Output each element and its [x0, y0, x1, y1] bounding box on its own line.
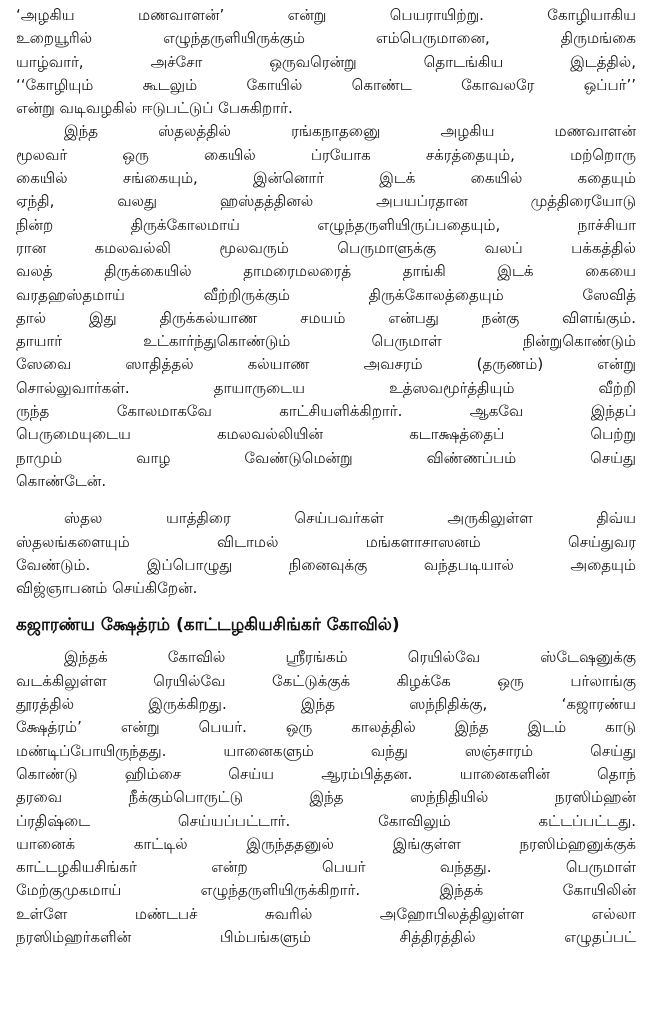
text-line: தூரத்தில் இருக்கிறது. இந்த ஸந்நிதிக்கு, ‘கஜாரண்ய — [16, 695, 636, 714]
text-line: ஸ்தல யாத்திரை செய்பவர்கள் அருகிலுள்ள திவ்ய — [64, 509, 636, 528]
text-line: ருந்த கோலமாகவே காட்சியளிக்கிறார். ஆகவே இந்தப் — [16, 402, 636, 421]
text-line: தால் இது திருக்கல்யாண சமயம் என்பது நன்கு விளங்கும். — [16, 308, 636, 327]
text-line: பெருமையுடைய கமலவல்லியின் கடாக்ஷத்தைப் பெற்று — [16, 425, 636, 444]
paragraph — [16, 4, 636, 120]
text-line: ரான கமலவல்லி மூலவரும் பெருமாளுக்கு வலப் பக்கத்தில் — [16, 238, 636, 257]
text-line: இந்தக் கோவில் ஸ்ரீரங்கம் ரெயில்வே ஸ்டேஷனுக்கு — [64, 648, 636, 667]
text-line: கொண்டு ஹிம்சை செய்ய ஆரம்பித்தன. யானைகளின் தொந் — [16, 764, 636, 783]
paragraph — [16, 646, 636, 949]
text-line: வடக்கிலுள்ள ரெயில்வே கேட்டுக்குக் கிழக்கே ஒரு பர்லாங்கு — [16, 671, 636, 690]
text-line: காட்டழகியசிங்கர் என்ற பெயர் வந்தது. பெருமாள் — [16, 858, 636, 877]
text-line: கொண்டேன். — [16, 471, 107, 490]
text-line: உறையூரில் எழுந்தருளியிருக்கும் எம்பெருமானை, திருமங்கை — [16, 29, 636, 48]
text-line: மண்டிப்போயிருந்தது. யானைகளும் வந்து ஸஞ்சாரம் செய்து — [16, 741, 636, 760]
text-line: கையில் சங்கையும், இன்னொர் இடக் கையில் கதையும் — [16, 169, 636, 188]
text-line: வரதஹஸ்தமாய் வீற்றிருக்கும் திருக்கோலத்தையும் ஸேவித் — [16, 285, 636, 304]
text-line: யாழ்வார், அச்சோ ஒருவரென்று தொடங்கிய இடத்தில், — [16, 52, 636, 71]
section-heading: கஜாரண்ய க்ஷேத்ரம் (காட்டழகியசிங்கர் கோவில்) — [16, 615, 400, 636]
text-line: மூலவர் ஒரு கையில் ப்ரயோக சக்ரத்தையும், மற்றொரு — [16, 145, 636, 164]
text-line: மேற்குமுகமாய் எழுந்தருளியிருக்கிறார். இந்தக் கோயிலின் — [16, 881, 636, 900]
text-line: நின்ற திருக்கோலமாய் எழுந்தருளியிருப்பதையும், நாச்சியா — [16, 215, 636, 234]
text-line: ‘‘கோழியும் கூடலும் கோயில் கொண்ட கோவலரே ஒப்பர்’’ — [16, 75, 636, 94]
text-line: வலத் திருக்கையில் தாமரைமலரைத் தாங்கி இடக் கையை — [16, 262, 636, 281]
text-line: வேண்டும். இப்பொழுது நினைவுக்கு வந்தபடியால் அதையும் — [16, 555, 636, 574]
paragraph — [16, 120, 636, 493]
text-line: ஸ்தலங்களையும் விடாமல் மங்களாசாஸனம் செய்துவர — [16, 532, 636, 551]
text-line: தாயார் உட்கார்ந்துகொண்டும் பெருமாள் நின்றுகொண்டும் — [16, 332, 636, 351]
text-line: நரஸிம்ஹர்களின் பிம்பங்களும் சித்திரத்தில் எழுதப்பட் — [16, 927, 636, 946]
text-line: என்று வடிவழகில் ஈடுபட்டுப் பேசுகிறார். — [16, 99, 293, 118]
text-line: விஜ்ஞாபனம் செய்கிறேன். — [16, 579, 198, 598]
text-line: ப்ரதிஷ்டை செய்யப்பட்டார். கோவிலும் கட்டப்பட்டது. — [16, 811, 636, 830]
text-line: ஸேவை ஸாதித்தல் கல்யாண அவசரம் (தருணம்) என்று — [16, 355, 636, 374]
paragraph — [16, 507, 636, 600]
text-line: ஏந்தி, வலது ஹஸ்தத்தினல் அபயப்ரதான முத்திரையோடு — [16, 192, 636, 211]
paragraph-gap — [16, 493, 636, 507]
text-line: உள்ளே மண்டபச் சுவரில் அஹோபிலத்திலுள்ள எல்லா — [16, 904, 636, 923]
text-line: க்ஷேத்ரம்’ என்று பெயர். ஒரு காலத்தில் இந்த இடம் காடு — [16, 718, 636, 737]
text-line: இந்த ஸ்தலத்தில் ரங்கநாதனுை அழகிய மணவாளன் — [64, 122, 636, 141]
text-line: சொல்லுவார்கள். தாயாருடைய உத்ஸவமூர்த்தியும் வீற்றி — [16, 378, 636, 397]
text-line: நாமும் வாழ வேண்டுமென்று விண்ணப்பம் செய்து — [16, 448, 636, 467]
text-line: ‘அழகிய மணவாளன்’ என்று பெயராயிற்று. கோழியாகிய — [16, 6, 636, 24]
text-line: தரவை நீக்கும்பொருட்டு இந்த ஸந்நிதியில் நரஸிம்ஹன் — [16, 788, 636, 807]
text-line: யானைக் காட்டில் இருந்ததனுல் இங்குள்ள நரஸிம்ஹனுக்குக் — [16, 834, 636, 853]
